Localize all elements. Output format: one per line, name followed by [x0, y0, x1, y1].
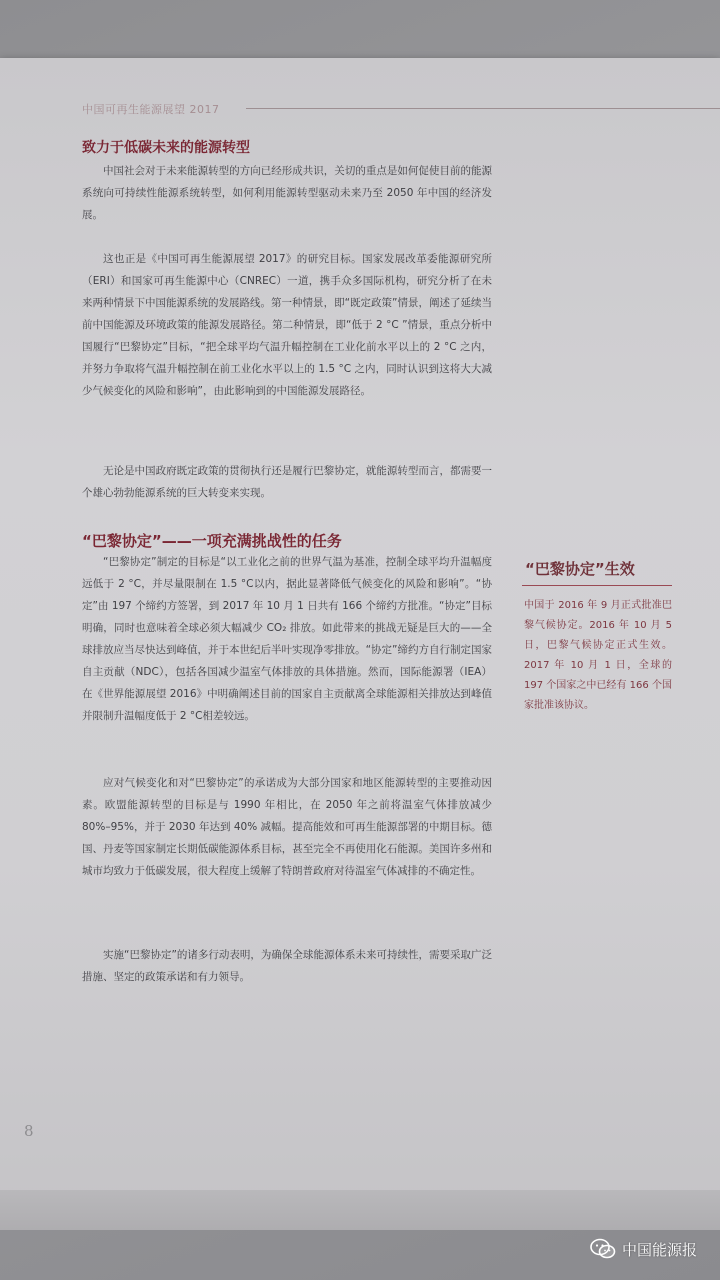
wechat-icon	[590, 1238, 616, 1260]
paragraph: 中国社会对于未来能源转型的方向已经形成共识，关切的重点是如何促使目前的能源系统向可持续性能源系统转型，如何利用能源转型驱动未来乃至 2050 年中国的经济发展。	[82, 165, 492, 221]
page-number: 8	[24, 1122, 34, 1140]
running-head: 中国可再生能源展望 2017	[82, 103, 220, 116]
underlying-page	[0, 1190, 720, 1230]
paragraph: 这也正是《中国可再生能源展望 2017》的研究目标。国家发展改革委能源研究所（ERI）和国家可再生能源中心（CNREC）一道，携手众多国际机构，研究分析了在未来两种情景下中国能源系统的发展路线。第一种情景，即“既定政策”情景，阐述了延续当前中国能源及环境政策的能源发展路径。第二种情景，即“低于 2 °C ”情景，重点分析中国履行“巴黎协定”目标，“把全球平均气温升幅控制在工业化前水平以上的 2 °C 之内，并努力争取将气温升幅控制在前工业化水平以上的 1.5 °C 之内，同时认识到这将大大减少气候变化的风险和影响”，由此影响到的中国能源发展路径。	[82, 253, 492, 397]
sidebar-title: “巴黎协定”生效	[525, 560, 635, 578]
paragraph: 实施“巴黎协定”的诸多行动表明，为确保全球能源体系未来可持续性，需要采取广泛措施、坚定的政策承诺和有力领导。	[82, 949, 492, 983]
paragraph: 应对气候变化和对“巴黎协定”的承诺成为大部分国家和地区能源转型的主要推动因素。欧盟能源转型的目标是与 1990 年相比，在 2050 年之前将温室气体排放减少 80%–95%，并于 2030 年达到 40% 减幅。提高能效和可再生能源部署的中期目标。德国、丹麦等国家制定长期低碳能源体系目标，甚至完全不再使用化石能源。美国许多州和城市均致力于低碳发展，很大程度上缓解了特朗普政府对待温室气体减排的不确定性。	[82, 777, 492, 877]
sidebar-rule	[522, 585, 672, 586]
header-rule	[246, 108, 720, 109]
watermark-text: 中国能源报	[622, 1240, 698, 1259]
section-title-energy-transition: 致力于低碳未来的能源转型	[82, 140, 250, 156]
section-title-paris-agreement: “巴黎协定”——一项充满挑战性的任务	[82, 532, 342, 550]
watermark	[590, 1236, 697, 1262]
paragraph: 无论是中国政府既定政策的贯彻执行还是履行巴黎协定，就能源转型而言，都需要一个雄心勃勃能源系统的巨大转变来实现。	[82, 465, 492, 499]
paragraph: “巴黎协定”制定的目标是“以工业化之前的世界气温为基准，控制全球平均升温幅度远低于 2 °C，并尽量限制在 1.5 °C以内，据此显著降低气候变化的风险和影响”。“协定”由 197 个缔约方签署，到 2017 年 10 月 1 日共有 166 个缔约方批准。“协定”目标明确，同时也意味着全球必须大幅减少 CO₂ 排放。如此带来的挑战无疑是巨大的——全球排放应当尽快达到峰值，并于本世纪后半叶实现净零排放。“协定”缔约方自行制定国家自主贡献（NDC），包括各国减少温室气体排放的具体措施。然而，国际能源署（IEA）在《世界能源展望 2016》中明确阐述目前的国家自主贡献离全球能源相关排放达到峰值并限制升温幅度低于 2 °C相差较远。	[82, 556, 492, 722]
sidebar-body: 中国于 2016 年 9 月正式批准巴黎气候协定。2016 年 10 月 5 日，巴黎气候协定正式生效。2017 年 10 月 1 日，全球的 197 个国家之中已经有 166 个国家批准该协议。	[524, 600, 672, 711]
